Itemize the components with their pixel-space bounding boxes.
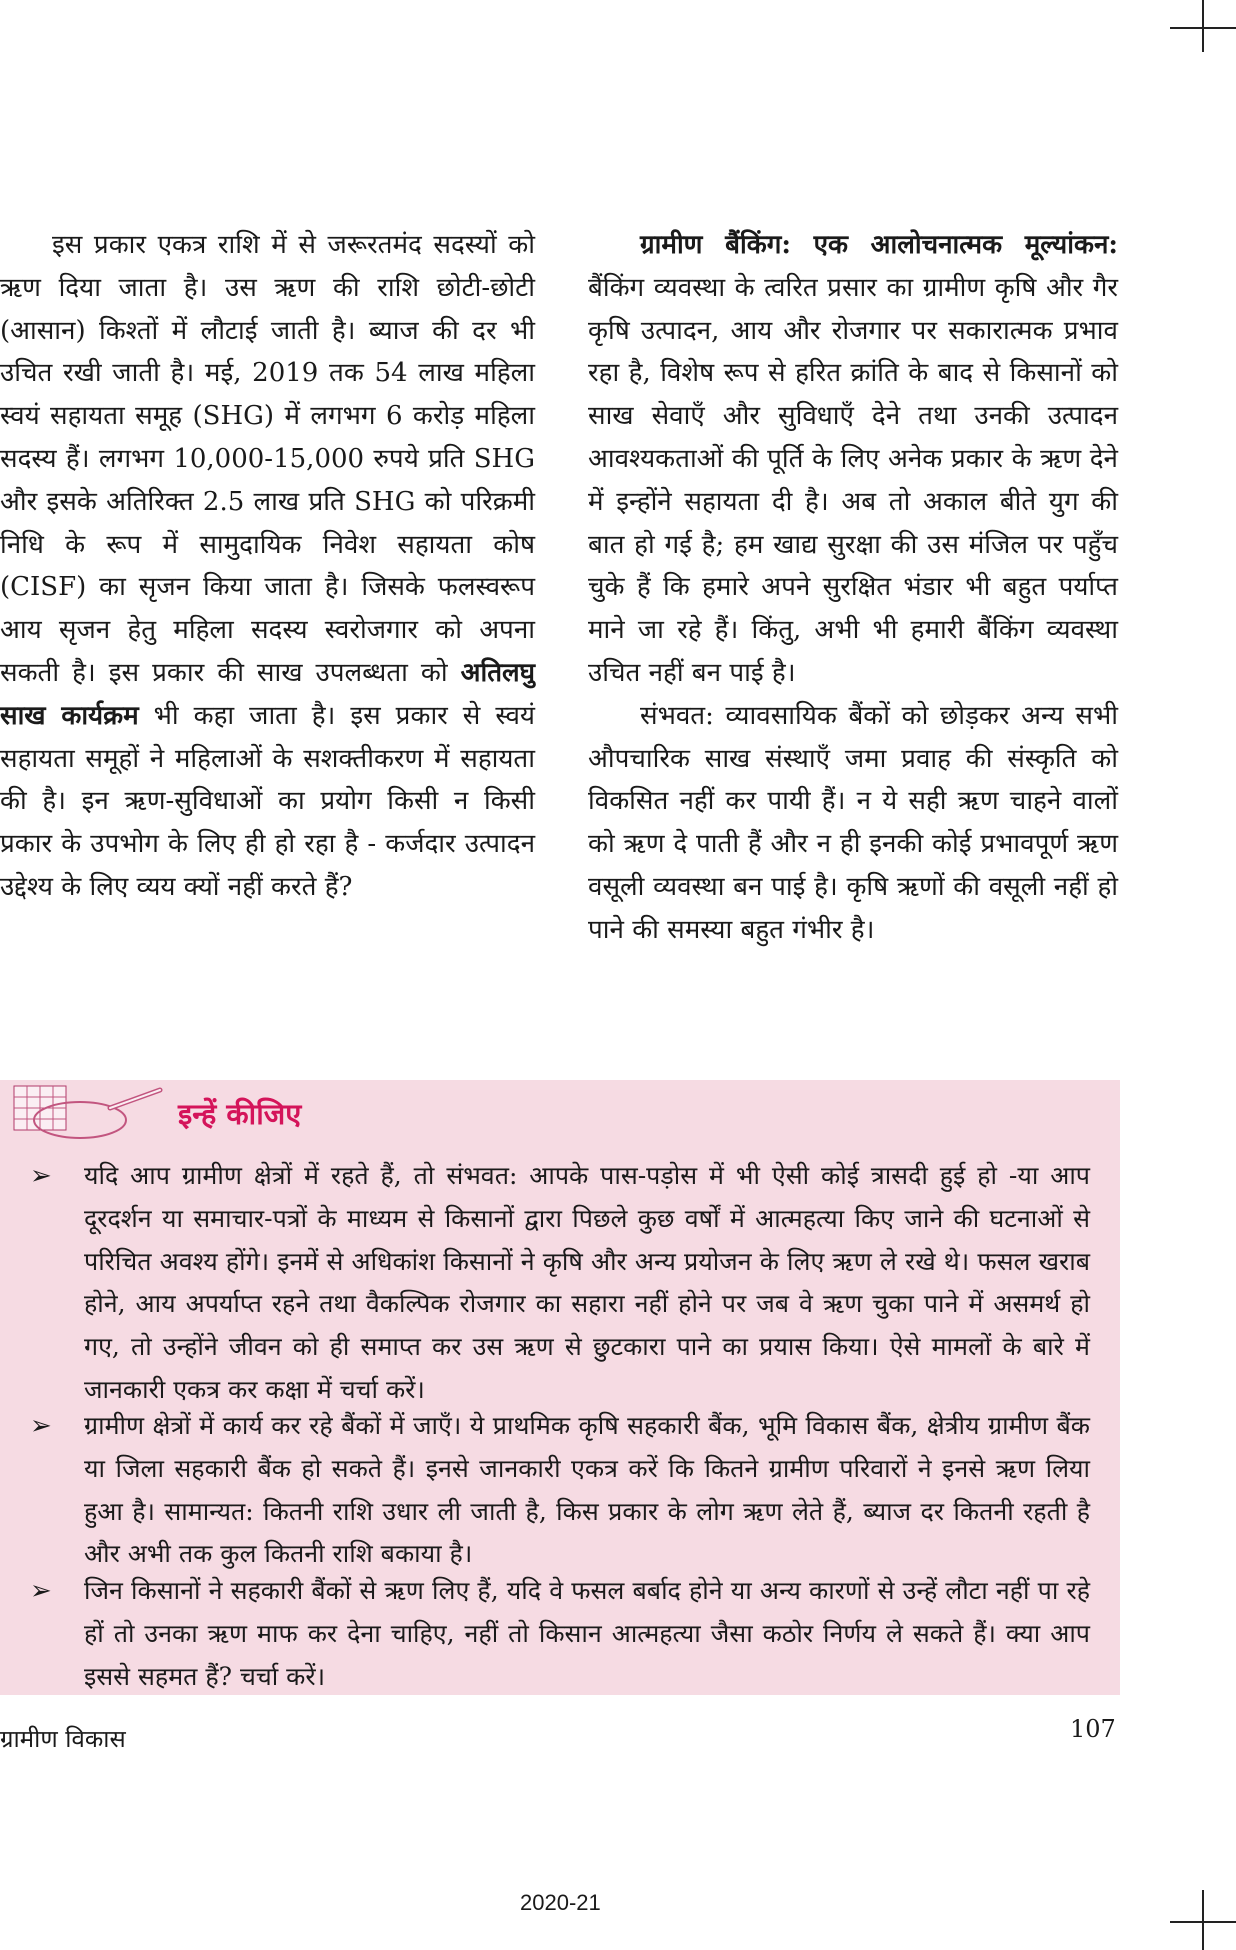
activity-grid-pen-icon — [10, 1080, 170, 1142]
activity-item-text: जिन किसानों ने सहकारी बैंकों से ऋण लिए हैं, यदि वे फसल बर्बाद होने या अन्य कारणों से उन्हें लौटा नहीं पा रहे हों तो उनका ऋण माफ कर देना चाहिए, नहीं तो किसान आत्महत्या जैसा कठोर निर्णय ले सकते हैं। क्या आप इससे सहमत हैं? चर्चा करें। — [84, 1576, 1090, 1691]
activity-item-text: ग्रामीण क्षेत्रों में कार्य कर रहे बैंकों में जाएँ। ये प्राथमिक कृषि सहकारी बैंक, भूमि विकास बैंक, क्षेत्रीय ग्रामीण बैंक या जिला सहकारी बैंक हो सकते हैं। इनसे जानकारी एकत्र करें कि कितने ग्रामीण परिवारों ने इनसे ऋण लिया हुआ है। सामान्यत: कितनी राशि उधार ली जाती है, किस प्रकार के लोग ऋण लेते हैं, ब्याज दर कितनी रहती है और अभी तक कुल कितनी राशि बकाया है। — [84, 1411, 1090, 1569]
arrow-bullet-icon: ➢ — [30, 1411, 52, 1441]
activity-item — [30, 1405, 1090, 1576]
activity-item — [30, 1155, 1090, 1412]
footer-section-name: ग्रामीण विकास — [0, 1725, 126, 1753]
activity-item-text: यदि आप ग्रामीण क्षेत्रों में रहते हैं, तो संभवत: आपके पास-पड़ोस में भी ऐसी कोई त्रासदी हुई हो -या आप दूरदर्शन या समाचार-पत्रों के माध्यम से किसानों द्वारा पिछले कुछ वर्षों में आत्महत्या किए जाने की घटनाओं से परिचित अवश्य होंगे। इनमें से अधिकांश किसानों ने कृषि और अन्य प्रयोजन के लिए ऋण ले रखे थे। फसल खराब होने, आय अपर्याप्त रहने तथा वैकल्पिक रोजगार का सहारा नहीं होने पर जब वे ऋण चुका पाने में असमर्थ हो गए, तो उन्होंने जीवन को ही समाप्त कर उस ऋण से छुटकारा पाने का प्रयास किया। ऐसे मामलों के बारे में जानकारी एकत्र कर कक्षा में चर्चा करें। — [84, 1161, 1090, 1404]
term-microcredit: अतिलघु साख कार्यक्रम — [0, 657, 536, 731]
activity-title: इन्हें कीजिए — [178, 1097, 302, 1131]
left-para-text: इस प्रकार एकत्र राशि में से जरूरतमंद सदस्यों को ऋण दिया जाता है। उस ऋण की राशि छोटी-छोटी (आसान) किश्तों में लौटाई जाती है। ब्याज की दर भी उचित रखी जाती है। मई, 2019 तक 54 लाख महिला स्वयं सहायता समूह (SHG) में लगभग 6 करोड़ महिला सदस्य हैं। लगभग 10,000-15,000 रुपये प्रति SHG और इसके अतिरिक्त 2.5 लाख प्रति SHG को परिक्रमी निधि के रूप में सामुदायिक निवेश सहायता कोष (CISF) का सृजन किया जाता है। जिसके फलस्वरूप आय सृजन हेतु महिला सदस्य स्वरोजगार को अपना सकती है। इस प्रकार की साख उपलब्धता को — [0, 230, 535, 688]
left-column — [0, 224, 535, 909]
page-number: 107 — [1070, 1715, 1116, 1743]
crop-mark-top-right-v — [1202, 0, 1204, 52]
right-column — [588, 224, 1118, 952]
arrow-bullet-icon: ➢ — [30, 1161, 52, 1191]
crop-mark-bottom-right-v — [1202, 1890, 1204, 1950]
footer-year: 2020-21 — [520, 1890, 601, 1915]
left-para-end: भी कहा जाता है। इस प्रकार से स्वयं सहायता समूहों ने महिलाओं के सशक्तीकरण में सहायता की है। इन ऋण-सुविधाओं का प्रयोग किसी न किसी प्रकार के उपभोग के लिए ही हो रहा है - कर्जदार उत्पादन उद्देश्य के लिए व्यय क्यों नहीं करते हैं? — [0, 700, 536, 902]
activity-item — [30, 1570, 1090, 1698]
arrow-bullet-icon: ➢ — [30, 1576, 52, 1606]
activity-header — [10, 1080, 410, 1142]
right-para-1-text: बैंकिंग व्यवस्था के त्वरित प्रसार का ग्रामीण कृषि और गैर कृषि उत्पादन, आय और रोजगार पर सकारात्मक प्रभाव रहा है, विशेष रूप से हरित क्रांति के बाद से किसानों को साख सेवाएँ और सुविधाएँ देने तथा उनकी उत्पादन आवश्यकताओं की पूर्ति के लिए अनेक प्रकार के ऋण देने में इन्होंने सहायता दी है। अब तो अकाल बीते युग की बात हो गई है; हम खाद्य सुरक्षा की उस मंजिल पर पहुँच चुके हैं कि हमारे अपने सुरक्षित भंडार भी बहुत पर्याप्त माने जा रहे हैं। किंतु, अभी भी हमारी बैंकिंग व्यवस्था उचित नहीं बन पाई है। — [588, 272, 1118, 688]
right-paragraph-2: संभवत: व्यावसायिक बैंकों को छोड़कर अन्य सभी औपचारिक साख संस्थाएँ जमा प्रवाह की संस्कृति को विकसित नहीं कर पायी हैं। न ये सही ऋण चाहने वालों को ऋण दे पाती हैं और न ही इनकी कोई प्रभावपूर्ण ऋण वसूली व्यवस्था बन पाई है। कृषि ऋणों की वसूली नहीं हो पाने की समस्या बहुत गंभीर है। — [588, 700, 1118, 945]
activity-box — [0, 1080, 1120, 1695]
left-paragraph — [0, 224, 535, 909]
section-heading: ग्रामीण बैंकिंग: एक आलोचनात्मक मूल्यांकन: — [640, 230, 1118, 260]
right-paragraph-1 — [588, 224, 1118, 695]
